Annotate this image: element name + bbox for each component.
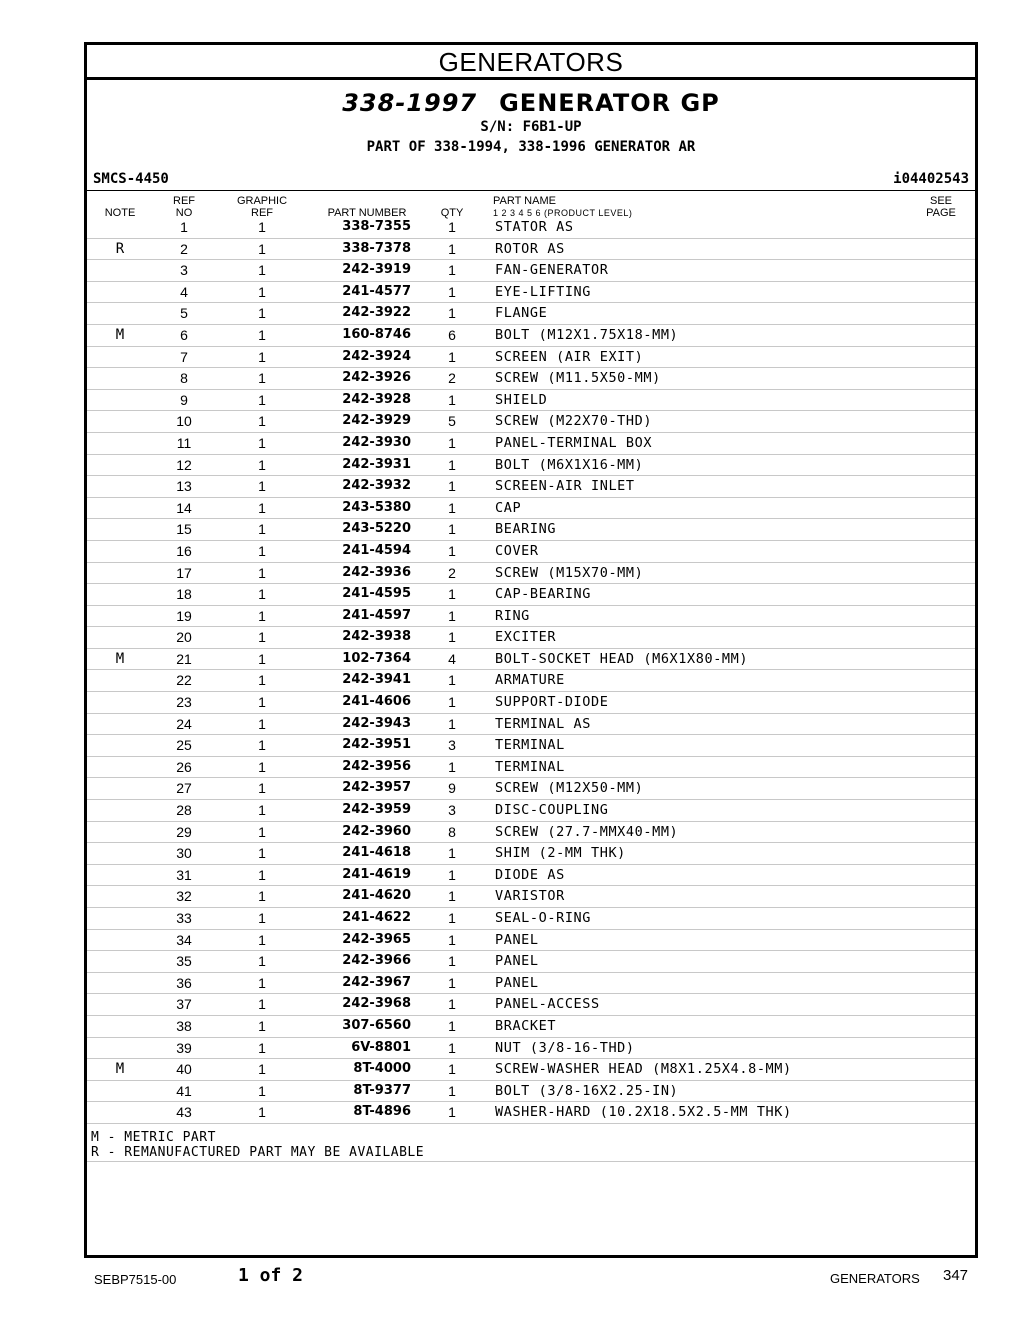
row-ref-no: 25 (176, 737, 192, 754)
row-ref-no: 36 (176, 974, 192, 991)
row-qty: 1 (448, 1017, 456, 1034)
table-row (87, 541, 975, 563)
row-graphic-ref: 1 (258, 715, 266, 732)
row-part-number: 242-3967 (342, 974, 411, 990)
col-header-graphic-top: GRAPHIC (236, 195, 288, 207)
row-graphic-ref: 1 (258, 650, 266, 667)
row-part-name: VARISTOR (495, 888, 565, 905)
table-row (87, 951, 975, 973)
col-header-part-number: PART NUMBER (327, 207, 407, 219)
row-ref-no: 21 (176, 650, 192, 667)
table-row (87, 692, 975, 714)
table-row (87, 563, 975, 585)
row-part-name: CAP-BEARING (495, 586, 592, 603)
row-part-name: SEAL-O-RING (495, 910, 592, 926)
row-part-number: 242-3943 (342, 715, 411, 731)
row-note: R (115, 240, 125, 257)
row-graphic-ref: 1 (258, 283, 266, 300)
row-qty: 4 (448, 650, 456, 667)
group-part-number: 338-1997 (342, 89, 478, 117)
row-part-number: 242-3932 (342, 478, 411, 494)
row-part-name: BEARING (495, 521, 557, 538)
row-qty: 1 (448, 953, 456, 970)
header-divider (87, 190, 975, 191)
row-graphic-ref: 1 (258, 607, 266, 624)
footnote-metric: M - METRIC PART (91, 1130, 216, 1145)
row-ref-no: 15 (176, 521, 192, 538)
row-graphic-ref: 1 (258, 1039, 266, 1056)
row-ref-no: 20 (176, 629, 192, 646)
row-part-name: CAP (495, 499, 522, 516)
row-qty: 1 (448, 434, 456, 451)
row-qty: 1 (448, 672, 456, 689)
row-part-name: SCREW (M11.5X50-MM) (495, 370, 661, 387)
row-qty: 1 (448, 521, 456, 538)
row-ref-no: 26 (176, 758, 192, 775)
row-part-number: 241-4618 (342, 845, 411, 861)
row-note: M (115, 326, 125, 343)
row-part-name: DIODE AS (495, 866, 565, 883)
row-qty: 1 (448, 1082, 456, 1099)
row-part-name: SCREW (M15X70-MM) (495, 564, 644, 581)
row-part-number: 243-5380 (342, 499, 411, 515)
table-row (87, 886, 975, 908)
row-ref-no: 17 (176, 564, 192, 581)
table-row (87, 368, 975, 390)
row-ref-no: 27 (176, 780, 192, 797)
row-part-name: NUT (3/8-16-THD) (495, 1039, 635, 1056)
row-graphic-ref: 1 (258, 456, 266, 473)
row-qty: 1 (448, 283, 456, 300)
row-part-name: ROTOR AS (495, 240, 565, 257)
footnote-reman: R - REMANUFACTURED PART MAY BE AVAILABLE (91, 1144, 425, 1160)
row-graphic-ref: 1 (258, 1061, 266, 1078)
col-header-graphic-bottom: REF (251, 207, 273, 219)
row-graphic-ref: 1 (258, 866, 266, 883)
table-row (87, 649, 975, 671)
row-graphic-ref: 1 (258, 499, 266, 516)
row-part-number: 8T-4896 (353, 1104, 411, 1120)
row-qty: 2 (448, 370, 456, 387)
col-header-see-page (917, 195, 965, 219)
table-row (87, 239, 975, 261)
row-part-number: 241-4622 (342, 910, 411, 925)
row-part-name: PANEL (495, 931, 539, 948)
row-part-number: 242-3968 (342, 996, 411, 1012)
row-graphic-ref: 1 (258, 1082, 266, 1099)
row-qty: 5 (448, 413, 456, 430)
footer-doc-number: SEBP7515-00 (94, 1272, 177, 1287)
row-part-name: TERMINAL (495, 758, 565, 775)
row-part-number: 241-4620 (342, 888, 411, 904)
row-part-number: 307-6560 (342, 1017, 411, 1033)
table-row (87, 260, 975, 282)
table-row (87, 800, 975, 822)
row-part-name: RING (495, 607, 530, 624)
row-qty: 1 (448, 305, 456, 322)
table-row (87, 347, 975, 369)
parts-page-frame (84, 42, 978, 1258)
row-graphic-ref: 1 (258, 931, 266, 948)
row-part-name: FLANGE (495, 305, 548, 322)
row-ref-no: 23 (176, 694, 192, 711)
row-ref-no: 5 (180, 305, 188, 322)
col-header-graphic-ref (227, 195, 297, 219)
row-qty: 8 (448, 823, 456, 840)
row-qty: 6 (448, 326, 456, 343)
row-ref-no: 11 (176, 434, 192, 451)
row-part-name: ARMATURE (495, 672, 565, 689)
row-qty: 1 (448, 888, 456, 905)
row-graphic-ref: 1 (258, 910, 266, 926)
row-qty: 1 (448, 931, 456, 948)
row-part-name: SCREEN-AIR INLET (495, 478, 635, 495)
table-row (87, 433, 975, 455)
group-title (87, 89, 975, 117)
row-graphic-ref: 1 (258, 845, 266, 862)
row-part-name: BOLT (3/8-16X2.25-IN) (495, 1082, 679, 1099)
row-qty: 1 (448, 1039, 456, 1056)
row-part-number: 242-3924 (342, 348, 411, 364)
serial-number: S/N: F6B1-UP (480, 119, 582, 135)
row-graphic-ref: 1 (258, 823, 266, 840)
row-graphic-ref: 1 (258, 1017, 266, 1034)
row-part-number: 243-5220 (342, 521, 411, 537)
row-ref-no: 9 (180, 391, 188, 408)
col-header-see-bottom: PAGE (926, 207, 956, 219)
row-part-number: 242-3966 (342, 953, 411, 969)
row-qty: 1 (448, 499, 456, 516)
table-row (87, 735, 975, 757)
row-ref-no: 2 (180, 240, 188, 257)
table-row (87, 1102, 975, 1124)
row-ref-no: 16 (176, 542, 192, 559)
footer-section: GENERATORS (830, 1271, 920, 1286)
table-row (87, 908, 975, 930)
row-ref-no: 1 (180, 219, 188, 235)
row-ref-no: 33 (176, 910, 192, 926)
col-header-product-levels: 1 2 3 4 5 6 (PRODUCT LEVEL) (493, 208, 633, 218)
row-ref-no: 30 (176, 845, 192, 862)
row-ref-no: 10 (176, 413, 192, 430)
row-ref-no: 29 (176, 823, 192, 840)
row-qty: 1 (448, 694, 456, 711)
row-ref-no: 18 (176, 586, 192, 603)
row-ref-no: 13 (176, 478, 192, 495)
row-part-number: 102-7364 (342, 650, 411, 666)
row-part-number: 6V-8801 (351, 1039, 411, 1055)
row-part-name: FAN-GENERATOR (495, 262, 609, 279)
table-row (87, 411, 975, 433)
row-graphic-ref: 1 (258, 672, 266, 689)
row-part-number: 242-3931 (342, 456, 411, 472)
smcs-code: SMCS-4450 (93, 171, 169, 187)
row-part-number: 242-3965 (342, 931, 411, 947)
row-part-name: SHIELD (495, 391, 548, 408)
row-graphic-ref: 1 (258, 305, 266, 322)
row-part-name: EYE-LIFTING (495, 283, 592, 300)
row-part-name: BRACKET (495, 1017, 557, 1034)
row-qty: 1 (448, 348, 456, 365)
row-part-name: PANEL-ACCESS (495, 996, 600, 1013)
row-part-number: 242-3922 (342, 305, 411, 321)
row-part-number: 241-4577 (342, 283, 411, 299)
row-qty: 1 (448, 542, 456, 559)
table-row (87, 670, 975, 692)
row-note: M (115, 1061, 125, 1078)
row-ref-no: 6 (180, 326, 188, 343)
table-row (87, 1059, 975, 1081)
row-ref-no: 22 (176, 672, 192, 689)
row-part-number: 241-4619 (342, 866, 411, 882)
row-ref-no: 12 (176, 456, 192, 473)
table-row (87, 865, 975, 887)
row-qty: 1 (448, 607, 456, 624)
row-qty: 1 (448, 996, 456, 1013)
col-header-ref (159, 195, 209, 219)
row-graphic-ref: 1 (258, 586, 266, 603)
row-note: M (115, 650, 125, 667)
row-graphic-ref: 1 (258, 758, 266, 775)
row-qty: 1 (448, 758, 456, 775)
table-row (87, 325, 975, 347)
row-ref-no: 24 (176, 715, 192, 732)
row-part-number: 338-7355 (342, 219, 411, 234)
row-qty: 1 (448, 866, 456, 883)
row-part-number: 242-3929 (342, 413, 411, 429)
row-part-number: 242-3938 (342, 629, 411, 645)
row-qty: 1 (448, 715, 456, 732)
row-part-number: 242-3960 (342, 823, 411, 839)
col-header-ref-bottom: NO (175, 207, 193, 219)
row-graphic-ref: 1 (258, 802, 266, 819)
row-ref-no: 4 (180, 283, 188, 300)
row-part-name: SCREW (M22X70-THD) (495, 413, 653, 430)
footer-page-count: 1 of 2 (238, 1265, 304, 1286)
row-qty: 1 (448, 456, 456, 473)
row-ref-no: 8 (180, 370, 188, 387)
row-graphic-ref: 1 (258, 629, 266, 646)
row-part-number: 242-3959 (342, 802, 411, 818)
table-row (87, 757, 975, 779)
row-part-name: SHIM (2-MM THK) (495, 845, 626, 862)
row-graphic-ref: 1 (258, 1104, 266, 1121)
table-row (87, 1038, 975, 1060)
footer-page-number: 347 (943, 1267, 969, 1284)
row-ref-no: 3 (180, 262, 188, 279)
row-graphic-ref: 1 (258, 413, 266, 430)
row-part-name: BOLT-SOCKET HEAD (M6X1X80-MM) (495, 650, 749, 667)
row-part-number: 338-7378 (342, 240, 411, 256)
row-part-number: 242-3926 (342, 370, 411, 386)
row-qty: 3 (448, 737, 456, 754)
col-header-qty: QTY (440, 207, 464, 219)
row-graphic-ref: 1 (258, 521, 266, 538)
row-graphic-ref: 1 (258, 240, 266, 257)
row-graphic-ref: 1 (258, 953, 266, 970)
row-qty: 1 (448, 478, 456, 495)
row-ref-no: 39 (176, 1039, 192, 1056)
table-row (87, 584, 975, 606)
table-row (87, 714, 975, 736)
row-part-name: SCREW (M12X50-MM) (495, 780, 644, 797)
row-part-name: SCREW-WASHER HEAD (M8X1.25X4.8-MM) (495, 1061, 792, 1078)
row-qty: 1 (448, 845, 456, 862)
row-part-number: 242-3928 (342, 391, 411, 407)
row-qty: 9 (448, 780, 456, 797)
row-part-name: SCREEN (AIR EXIT) (495, 348, 644, 365)
col-header-part-name-label: PART NAME (493, 195, 556, 207)
row-graphic-ref: 1 (258, 434, 266, 451)
col-header-note: NOTE (104, 207, 136, 219)
row-graphic-ref: 1 (258, 780, 266, 797)
table-row (87, 973, 975, 995)
col-header-see-top: SEE (929, 195, 952, 207)
row-part-number: 242-3919 (342, 262, 411, 278)
col-header-ref-top: REF (173, 195, 195, 207)
table-row (87, 778, 975, 800)
row-part-name: BOLT (M6X1X16-MM) (495, 456, 644, 473)
row-ref-no: 14 (176, 499, 192, 516)
row-ref-no: 38 (176, 1017, 192, 1034)
table-row (87, 390, 975, 412)
row-part-number: 242-3930 (342, 434, 411, 450)
row-ref-no: 43 (176, 1104, 192, 1121)
row-graphic-ref: 1 (258, 219, 266, 235)
table-row (87, 217, 975, 239)
row-part-number: 242-3951 (342, 737, 411, 753)
row-qty: 1 (448, 1061, 456, 1078)
row-part-name: SCREW (27.7-MMX40-MM) (495, 823, 679, 840)
table-row (87, 606, 975, 628)
row-graphic-ref: 1 (258, 542, 266, 559)
row-part-number: 242-3936 (342, 564, 411, 580)
row-part-name: TERMINAL (495, 737, 565, 754)
parts-list (87, 217, 975, 1124)
row-qty: 1 (448, 586, 456, 603)
row-qty: 1 (448, 219, 456, 235)
row-part-name: PANEL (495, 953, 539, 970)
row-part-name: PANEL-TERMINAL BOX (495, 434, 653, 451)
row-graphic-ref: 1 (258, 974, 266, 991)
row-ref-no: 40 (176, 1061, 192, 1078)
row-part-number: 160-8746 (342, 326, 411, 342)
table-row (87, 843, 975, 865)
section-title: GENERATORS (87, 45, 975, 80)
row-ref-no: 35 (176, 953, 192, 970)
row-part-name: WASHER-HARD (10.2X18.5X2.5-MM THK) (495, 1104, 792, 1121)
row-part-number: 8T-4000 (353, 1061, 411, 1077)
row-part-number: 242-3956 (342, 758, 411, 774)
table-row (87, 455, 975, 477)
row-part-number: 242-3957 (342, 780, 411, 796)
row-part-name: COVER (495, 542, 539, 559)
row-ref-no: 37 (176, 996, 192, 1013)
row-part-number: 241-4597 (342, 607, 411, 623)
row-qty: 1 (448, 391, 456, 408)
row-qty: 1 (448, 240, 456, 257)
row-part-name: DISC-COUPLING (495, 802, 609, 819)
row-ref-no: 32 (176, 888, 192, 905)
row-qty: 1 (448, 629, 456, 646)
table-row (87, 498, 975, 520)
row-ref-no: 31 (176, 866, 192, 883)
row-graphic-ref: 1 (258, 348, 266, 365)
row-qty: 2 (448, 564, 456, 581)
row-part-number: 241-4606 (342, 694, 411, 710)
row-qty: 1 (448, 262, 456, 279)
row-part-number: 241-4594 (342, 542, 411, 558)
footnotes (91, 1131, 424, 1160)
row-part-name: TERMINAL AS (495, 715, 592, 732)
row-part-name: BOLT (M12X1.75X18-MM) (495, 326, 679, 343)
table-row (87, 822, 975, 844)
row-qty: 3 (448, 802, 456, 819)
table-row (87, 1016, 975, 1038)
table-row (87, 930, 975, 952)
row-graphic-ref: 1 (258, 326, 266, 343)
row-ref-no: 28 (176, 802, 192, 819)
row-qty: 1 (448, 910, 456, 926)
row-qty: 1 (448, 1104, 456, 1121)
row-graphic-ref: 1 (258, 888, 266, 905)
row-part-number: 242-3941 (342, 672, 411, 688)
table-row (87, 627, 975, 649)
row-graphic-ref: 1 (258, 370, 266, 387)
row-part-number: 8T-9377 (353, 1082, 411, 1098)
table-row (87, 994, 975, 1016)
row-part-number: 241-4595 (342, 586, 411, 602)
part-of-line: PART OF 338-1994, 338-1996 GENERATOR AR (366, 139, 696, 155)
row-graphic-ref: 1 (258, 996, 266, 1013)
row-graphic-ref: 1 (258, 737, 266, 754)
footnote-divider (87, 1161, 975, 1162)
table-row (87, 282, 975, 304)
row-part-name: SUPPORT-DIODE (495, 694, 609, 711)
row-ref-no: 7 (180, 348, 188, 365)
col-header-part-name (493, 195, 753, 219)
table-row (87, 1081, 975, 1103)
row-ref-no: 34 (176, 931, 192, 948)
row-graphic-ref: 1 (258, 391, 266, 408)
row-ref-no: 19 (176, 607, 192, 624)
row-graphic-ref: 1 (258, 478, 266, 495)
row-part-name: EXCITER (495, 629, 557, 646)
table-row (87, 519, 975, 541)
row-graphic-ref: 1 (258, 564, 266, 581)
row-part-name: STATOR AS (495, 219, 574, 235)
row-qty: 1 (448, 974, 456, 991)
table-row (87, 303, 975, 325)
group-name: GENERATOR GP (499, 89, 720, 117)
row-part-name: PANEL (495, 974, 539, 991)
row-ref-no: 41 (176, 1082, 192, 1099)
document-id: i04402543 (893, 171, 969, 187)
row-graphic-ref: 1 (258, 694, 266, 711)
table-row (87, 476, 975, 498)
row-graphic-ref: 1 (258, 262, 266, 279)
